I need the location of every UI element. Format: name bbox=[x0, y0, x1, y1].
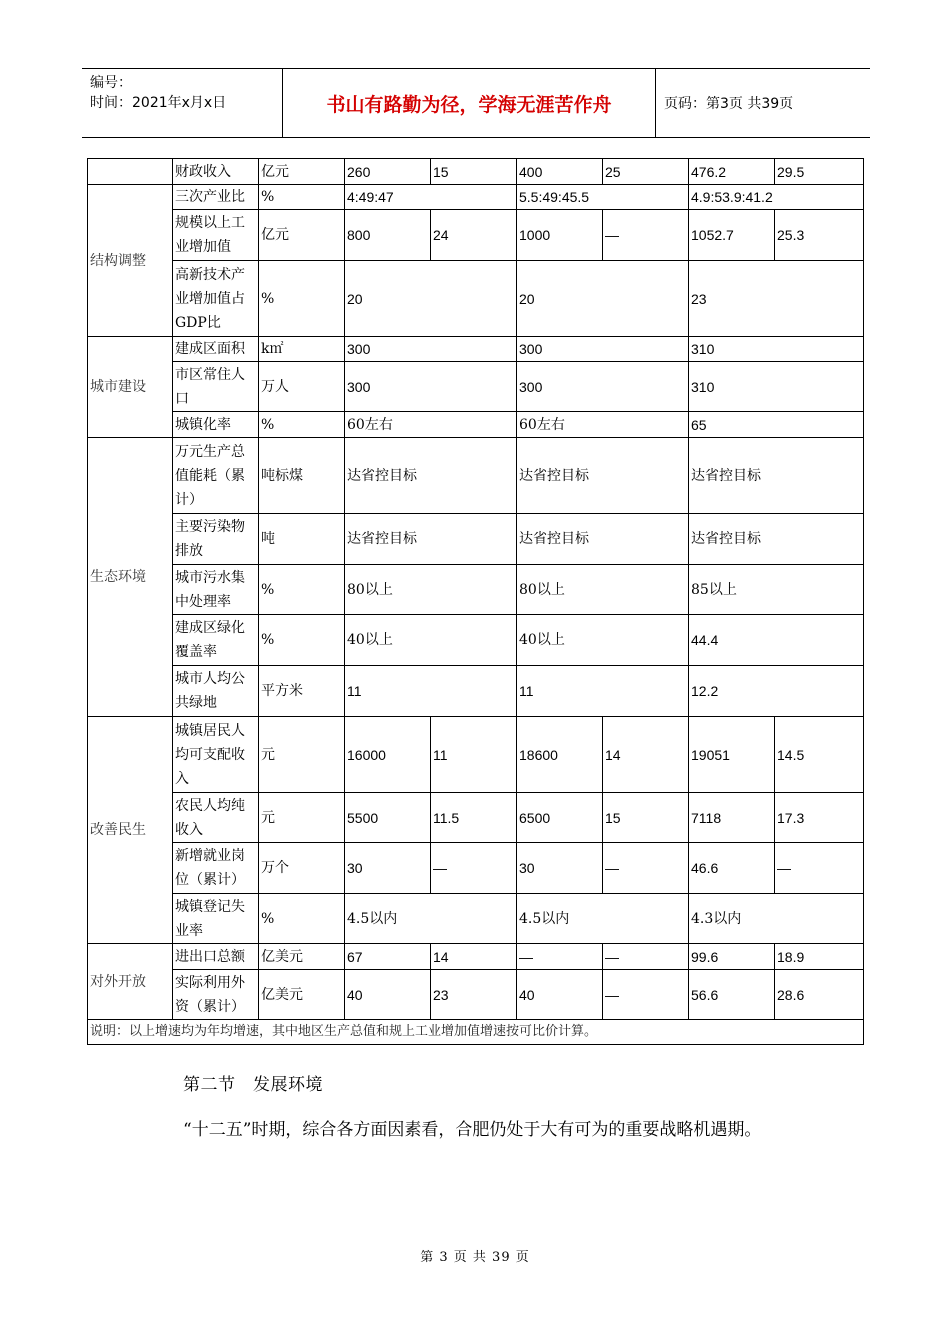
table-cell: % bbox=[259, 185, 345, 210]
table-cell: 1000 bbox=[517, 210, 603, 261]
table-cell: % bbox=[259, 261, 345, 337]
table-cell: — bbox=[603, 970, 689, 1020]
table-cell: 实际利用外资（累计） bbox=[173, 970, 259, 1020]
table-cell bbox=[88, 159, 173, 185]
table-cell: 吨 bbox=[259, 514, 345, 565]
table-cell: 7118 bbox=[689, 793, 775, 843]
table-cell: 18.9 bbox=[775, 944, 864, 970]
table-cell: 24 bbox=[431, 210, 517, 261]
table-cell: 46.6 bbox=[689, 843, 775, 894]
table-row bbox=[88, 1020, 864, 1045]
table-cell: 达省控目标 bbox=[345, 514, 517, 565]
table-cell: 44.4 bbox=[689, 615, 864, 666]
table-cell: 60左右 bbox=[345, 412, 517, 438]
table-cell: 万元生产总值能耗（累计） bbox=[173, 438, 259, 514]
table-row bbox=[88, 793, 864, 843]
motto: 书山有路勤为径，学海无涯苦作舟 bbox=[283, 69, 656, 137]
section-title: 第二节 发展环境 bbox=[183, 1075, 323, 1095]
table-cell: 476.2 bbox=[689, 159, 775, 185]
page-header bbox=[82, 68, 870, 138]
table-cell: 300 bbox=[517, 337, 689, 362]
table-cell: 40以上 bbox=[345, 615, 517, 666]
table-cell: 99.6 bbox=[689, 944, 775, 970]
table-row bbox=[88, 159, 864, 185]
table-cell: 4.5以内 bbox=[345, 894, 517, 944]
category-cell: 生态环境 bbox=[88, 438, 173, 717]
table-cell: 60左右 bbox=[517, 412, 689, 438]
table-row bbox=[88, 337, 864, 362]
table-cell: 23 bbox=[689, 261, 864, 337]
table-cell: 建成区绿化覆盖率 bbox=[173, 615, 259, 666]
table-cell: 20 bbox=[345, 261, 517, 337]
table-cell: 元 bbox=[259, 793, 345, 843]
table-cell: 300 bbox=[345, 362, 517, 412]
category-cell: 结构调整 bbox=[88, 185, 173, 337]
table-cell: 23 bbox=[431, 970, 517, 1020]
table-row bbox=[88, 210, 864, 261]
table-cell: 农民人均纯收入 bbox=[173, 793, 259, 843]
table-cell: 12.2 bbox=[689, 666, 864, 717]
table-cell: 4.9:53.9:41.2 bbox=[689, 185, 864, 210]
table-cell: 15 bbox=[603, 793, 689, 843]
table-cell: 260 bbox=[345, 159, 431, 185]
table-row bbox=[88, 894, 864, 944]
table-cell: 15 bbox=[431, 159, 517, 185]
table-note: 说明：以上增速均为年均增速，其中地区生产总值和规上工业增加值增速按可比价计算。 bbox=[88, 1020, 864, 1045]
table-cell: 城镇化率 bbox=[173, 412, 259, 438]
table-cell: 城市污水集中处理率 bbox=[173, 565, 259, 615]
table-cell: 吨标煤 bbox=[259, 438, 345, 514]
table-cell: 400 bbox=[517, 159, 603, 185]
table-cell: 25 bbox=[603, 159, 689, 185]
table-cell: 亿元 bbox=[259, 210, 345, 261]
table-cell: % bbox=[259, 894, 345, 944]
table-cell: 财政收入 bbox=[173, 159, 259, 185]
table-cell: — bbox=[517, 944, 603, 970]
table-cell: 14.5 bbox=[775, 717, 864, 793]
table-cell: 城镇居民人均可支配收入 bbox=[173, 717, 259, 793]
table-cell: 16000 bbox=[345, 717, 431, 793]
table-cell: 4:49:47 bbox=[345, 185, 517, 210]
table-cell: 310 bbox=[689, 362, 864, 412]
indicator-table bbox=[87, 158, 864, 1045]
table-cell: — bbox=[603, 843, 689, 894]
table-cell: 三次产业比 bbox=[173, 185, 259, 210]
category-cell: 对外开放 bbox=[88, 944, 173, 1020]
table-cell: 11 bbox=[345, 666, 517, 717]
number-label: 编号： bbox=[90, 75, 132, 91]
table-cell: 29.5 bbox=[775, 159, 864, 185]
table-row bbox=[88, 261, 864, 337]
table-cell: 19051 bbox=[689, 717, 775, 793]
table-cell: 11 bbox=[517, 666, 689, 717]
table-cell: — bbox=[603, 944, 689, 970]
table-cell: 亿元 bbox=[259, 159, 345, 185]
table-row bbox=[88, 565, 864, 615]
table-cell: 800 bbox=[345, 210, 431, 261]
table-cell: 56.6 bbox=[689, 970, 775, 1020]
table-cell: 300 bbox=[517, 362, 689, 412]
table-cell: 4.5以内 bbox=[517, 894, 689, 944]
page-number-label: 页码：第3页 共39页 bbox=[664, 96, 794, 112]
table-cell: 40 bbox=[517, 970, 603, 1020]
table-cell: 5.5:49:45.5 bbox=[517, 185, 689, 210]
table-cell: — bbox=[775, 843, 864, 894]
table-cell: 6500 bbox=[517, 793, 603, 843]
table-cell: 规模以上工业增加值 bbox=[173, 210, 259, 261]
table-cell: 300 bbox=[345, 337, 517, 362]
table-cell: 元 bbox=[259, 717, 345, 793]
table-cell: 18600 bbox=[517, 717, 603, 793]
table-cell: % bbox=[259, 412, 345, 438]
table-cell: 30 bbox=[345, 843, 431, 894]
table-cell: 亿美元 bbox=[259, 970, 345, 1020]
table-row bbox=[88, 944, 864, 970]
table-cell: 城市人均公共绿地 bbox=[173, 666, 259, 717]
table-row bbox=[88, 717, 864, 793]
table-row bbox=[88, 843, 864, 894]
table-cell: 65 bbox=[689, 412, 864, 438]
table-cell: 40 bbox=[345, 970, 431, 1020]
table-row bbox=[88, 362, 864, 412]
table-cell: 达省控目标 bbox=[689, 438, 864, 514]
table-cell: 万人 bbox=[259, 362, 345, 412]
table-row bbox=[88, 438, 864, 514]
table-cell: 30 bbox=[517, 843, 603, 894]
table-cell: 市区常住人口 bbox=[173, 362, 259, 412]
table-cell: 67 bbox=[345, 944, 431, 970]
table-cell: 14 bbox=[431, 944, 517, 970]
table-cell: 85以上 bbox=[689, 565, 864, 615]
table-cell: 万个 bbox=[259, 843, 345, 894]
table-cell: 1052.7 bbox=[689, 210, 775, 261]
table-cell: — bbox=[603, 210, 689, 261]
table-cell: 城镇登记失业率 bbox=[173, 894, 259, 944]
table-cell: 11 bbox=[431, 717, 517, 793]
table-cell: 达省控目标 bbox=[345, 438, 517, 514]
table-cell: 5500 bbox=[345, 793, 431, 843]
table-cell: 40以上 bbox=[517, 615, 689, 666]
table-cell: 亿美元 bbox=[259, 944, 345, 970]
table-cell: 主要污染物排放 bbox=[173, 514, 259, 565]
table-cell: 310 bbox=[689, 337, 864, 362]
page-footer: 第 3 页 共 39 页 bbox=[420, 1250, 530, 1265]
table-cell: 达省控目标 bbox=[689, 514, 864, 565]
table-cell: — bbox=[431, 843, 517, 894]
table-cell: % bbox=[259, 615, 345, 666]
header-meta bbox=[82, 69, 283, 137]
table-cell: % bbox=[259, 565, 345, 615]
table-cell: 17.3 bbox=[775, 793, 864, 843]
table-cell: 20 bbox=[517, 261, 689, 337]
table-row bbox=[88, 666, 864, 717]
body-paragraph: “十二五”时期，综合各方面因素看，合肥仍处于大有可为的重要战略机遇期。 bbox=[183, 1120, 762, 1140]
table-cell: 4.3以内 bbox=[689, 894, 864, 944]
table-cell: 25.3 bbox=[775, 210, 864, 261]
table-cell: 28.6 bbox=[775, 970, 864, 1020]
table-cell: k㎡ bbox=[259, 337, 345, 362]
table-cell: 14 bbox=[603, 717, 689, 793]
table-cell: 平方米 bbox=[259, 666, 345, 717]
table-row bbox=[88, 615, 864, 666]
category-cell: 改善民生 bbox=[88, 717, 173, 944]
table-cell: 达省控目标 bbox=[517, 438, 689, 514]
table-row bbox=[88, 185, 864, 210]
table-cell: 建成区面积 bbox=[173, 337, 259, 362]
category-cell: 城市建设 bbox=[88, 337, 173, 438]
table-cell: 达省控目标 bbox=[517, 514, 689, 565]
table-cell: 80以上 bbox=[345, 565, 517, 615]
table-row bbox=[88, 412, 864, 438]
date-label: 时间：2021年x月x日 bbox=[90, 95, 227, 111]
table-row bbox=[88, 514, 864, 565]
table-cell: 11.5 bbox=[431, 793, 517, 843]
table-row bbox=[88, 970, 864, 1020]
table-cell: 高新技术产业增加值占GDP比 bbox=[173, 261, 259, 337]
table-cell: 进出口总额 bbox=[173, 944, 259, 970]
table-cell: 新增就业岗位（累计） bbox=[173, 843, 259, 894]
table-cell: 80以上 bbox=[517, 565, 689, 615]
